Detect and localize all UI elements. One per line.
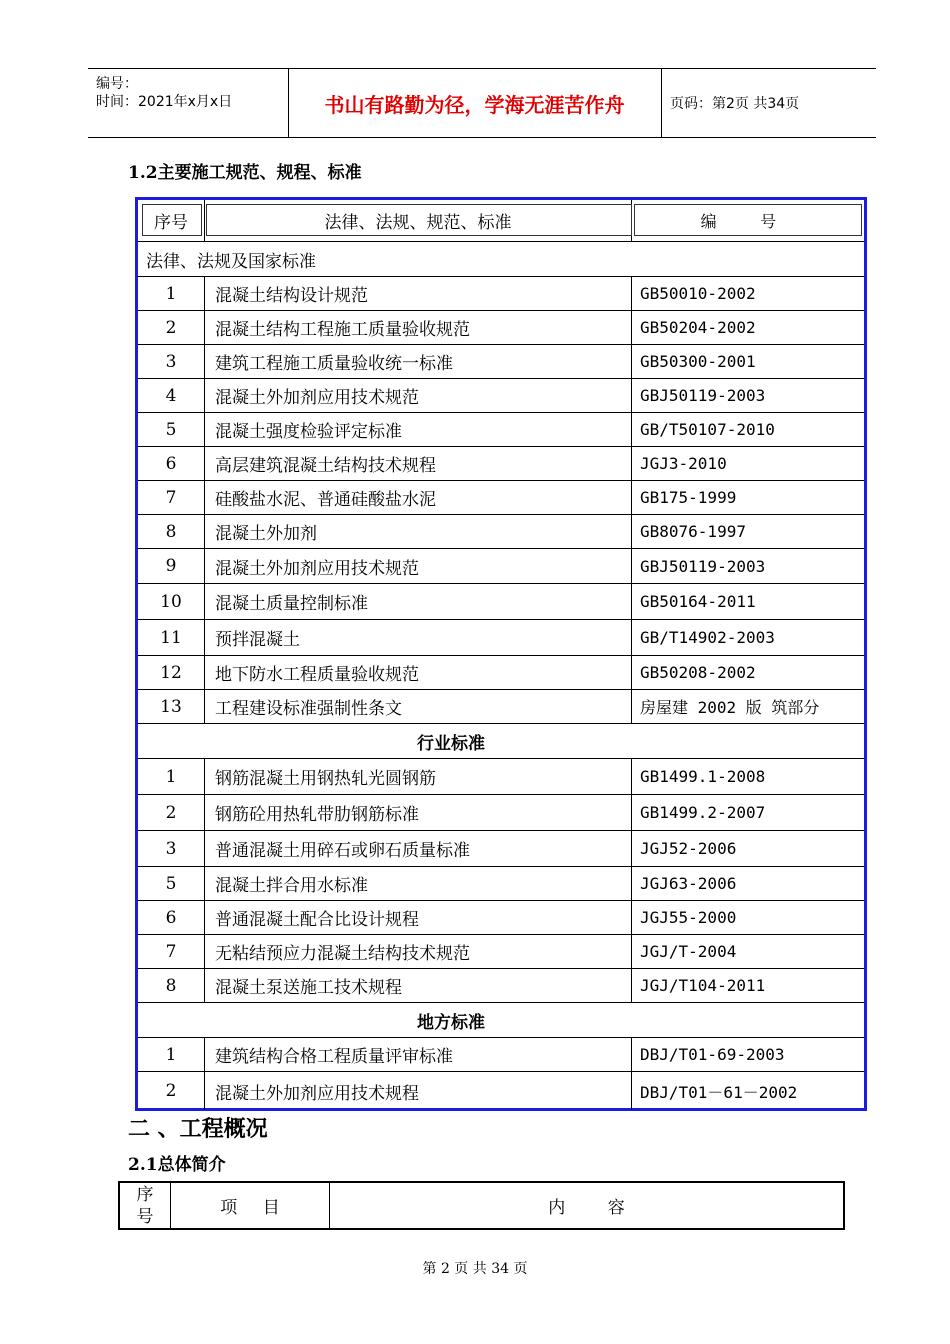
table-group-row	[138, 1003, 864, 1038]
table-row	[138, 311, 864, 345]
header-page-number: 页码：第2页 共34页	[670, 96, 800, 112]
row-number: 12	[160, 662, 182, 683]
row-title: 钢筋混凝土用钢热轧光圆钢筋	[204, 759, 631, 794]
row-code: DBJ/T01－61－2002	[631, 1072, 864, 1110]
row-number: 13	[160, 696, 182, 717]
row-title: 混凝土外加剂应用技术规程	[204, 1072, 631, 1110]
row-number: 1	[165, 1044, 177, 1065]
page-footer: 第 2 页 共 34 页	[422, 1261, 528, 1277]
header-cell-frame	[206, 204, 632, 236]
chapter-heading: 二 、工程概况	[128, 1117, 268, 1142]
row-number: 8	[165, 521, 177, 542]
row-title: 混凝土拌合用水标准	[204, 867, 631, 900]
row-number: 6	[165, 907, 177, 928]
header-cell-frame	[142, 204, 202, 236]
table-row	[138, 969, 864, 1003]
standards-table	[138, 200, 864, 1108]
row-code: GB50204-2002	[631, 311, 864, 344]
table-row	[138, 515, 864, 549]
row-title: 混凝土外加剂	[204, 515, 631, 548]
row-title: 普通混凝土配合比设计规程	[204, 901, 631, 934]
row-title: 无粘结预应力混凝土结构技术规范	[204, 935, 631, 968]
row-number: 2	[165, 317, 177, 338]
row-number: 3	[165, 838, 177, 859]
row-code: GB/T50107-2010	[631, 413, 864, 446]
row-title: 钢筋砼用热轧带肋钢筋标准	[204, 795, 631, 830]
table-row	[138, 277, 864, 311]
doc-time: 时间：2021年x月x日	[96, 94, 233, 110]
row-code: JGJ63-2006	[631, 867, 864, 900]
row-code: JGJ/T-2004	[631, 935, 864, 968]
table-row	[138, 795, 864, 831]
header-motto: 书山有路勤为径，学海无涯苦作舟	[324, 92, 625, 117]
row-number: 9	[165, 556, 177, 576]
table-row	[138, 901, 864, 935]
table-row	[138, 620, 864, 656]
header-no: 序号	[154, 213, 188, 233]
row-code: GB50164-2011	[631, 584, 864, 619]
table-row	[138, 690, 864, 724]
row-code: GB1499.1-2008	[631, 759, 864, 794]
overview-header-content: 内容	[329, 1183, 843, 1228]
table-row	[138, 935, 864, 969]
group-label: 地方标准	[417, 1012, 485, 1033]
row-title: 混凝土强度检验评定标准	[204, 413, 631, 446]
table-row	[138, 759, 864, 795]
overview-table	[118, 1181, 845, 1230]
row-title: 预拌混凝土	[204, 620, 631, 655]
row-number: 2	[165, 1081, 177, 1101]
row-title: 混凝土质量控制标准	[204, 584, 631, 619]
row-code: JGJ/T104-2011	[631, 969, 864, 1002]
page-header	[88, 68, 876, 138]
row-number: 7	[165, 941, 177, 962]
row-title: 硅酸盐水泥、普通硅酸盐水泥	[204, 481, 631, 514]
group-label: 行业标准	[417, 733, 485, 754]
table-group-row	[138, 242, 864, 277]
row-title: 混凝土结构工程施工质量验收规范	[204, 311, 631, 344]
row-code: GB8076-1997	[631, 515, 864, 548]
overview-header-no: 序号	[136, 1184, 154, 1227]
row-code: GBJ50119-2003	[631, 379, 864, 412]
table-row	[138, 656, 864, 690]
table-group-row	[138, 724, 864, 759]
table-row	[138, 831, 864, 867]
row-title: 高层建筑混凝土结构技术规程	[204, 447, 631, 480]
row-title: 混凝土结构设计规范	[204, 277, 631, 310]
row-number: 1	[165, 766, 177, 787]
table-row	[138, 549, 864, 584]
row-number: 10	[160, 591, 182, 612]
row-code: GB175-1999	[631, 481, 864, 514]
row-code: JGJ55-2000	[631, 901, 864, 934]
table-header-row	[138, 200, 864, 242]
row-number: 6	[165, 453, 177, 474]
header-cell-frame	[634, 204, 862, 236]
row-number: 4	[165, 385, 177, 406]
row-title: 混凝土外加剂应用技术规范	[204, 549, 631, 583]
row-number: 11	[160, 627, 182, 648]
row-number: 5	[165, 873, 177, 894]
row-title: 建筑工程施工质量验收统一标准	[204, 345, 631, 378]
row-title: 混凝土泵送施工技术规程	[204, 969, 631, 1002]
row-code: GB/T14902-2003	[631, 620, 864, 655]
table-row	[138, 867, 864, 901]
row-number: 7	[165, 487, 177, 508]
subsection-heading: 2.1总体简介	[128, 1155, 226, 1175]
row-code: JGJ3-2010	[631, 447, 864, 480]
row-title: 地下防水工程质量验收规范	[204, 656, 631, 689]
row-code: DBJ/T01-69-2003	[631, 1038, 864, 1071]
section-heading: 1.2主要施工规范、规程、标准	[128, 163, 362, 183]
row-title: 普通混凝土用碎石或卵石质量标准	[204, 831, 631, 866]
row-number: 1	[165, 283, 177, 304]
row-title: 工程建设标准强制性条文	[204, 690, 631, 723]
overview-header-item: 项目	[170, 1183, 329, 1228]
header-divider	[661, 69, 662, 137]
row-code: GB50208-2002	[631, 656, 864, 689]
table-row	[138, 584, 864, 620]
table-row	[138, 345, 864, 379]
row-code: GBJ50119-2003	[631, 549, 864, 583]
header-info	[88, 69, 288, 137]
table-row	[138, 1072, 864, 1110]
row-number: 2	[165, 802, 177, 823]
header-code: 编 号	[631, 200, 864, 241]
row-code: GB50300-2001	[631, 345, 864, 378]
row-number: 5	[165, 419, 177, 440]
row-code: GB50010-2002	[631, 277, 864, 310]
row-code: GB1499.2-2007	[631, 795, 864, 830]
header-title: 法律、法规、规范、标准	[204, 200, 631, 241]
table-row	[138, 379, 864, 413]
table-row	[138, 481, 864, 515]
row-title: 混凝土外加剂应用技术规范	[204, 379, 631, 412]
row-number: 8	[165, 975, 177, 996]
row-title: 建筑结构合格工程质量评审标准	[204, 1038, 631, 1071]
table-row	[138, 1038, 864, 1072]
row-code: 房屋建 2002 版 筑部分	[631, 690, 864, 723]
doc-number: 编号：	[96, 76, 138, 92]
row-code: JGJ52-2006	[631, 831, 864, 866]
row-number: 3	[165, 351, 177, 372]
table-row	[138, 413, 864, 447]
group-label: 法律、法规及国家标准	[146, 251, 316, 272]
table-row	[138, 447, 864, 481]
